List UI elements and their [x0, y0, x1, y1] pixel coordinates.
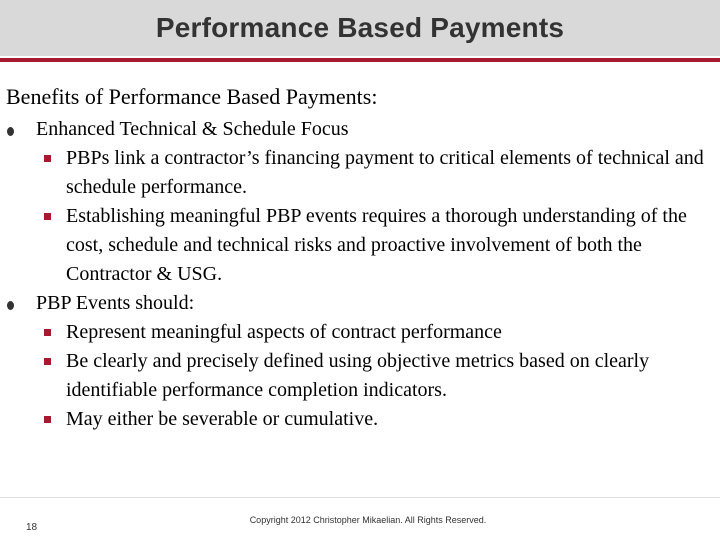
section-heading: Enhanced Technical & Schedule Focus: [36, 118, 349, 140]
slide-title: Performance Based Payments: [155, 12, 565, 43]
title-divider: [0, 58, 720, 62]
square-bullet-icon: [44, 155, 51, 162]
sub-bullet: [6, 318, 712, 347]
round-bullet-icon: [7, 301, 14, 310]
slide-body: [6, 82, 712, 434]
slide-number: 18: [26, 522, 38, 533]
sub-bullet-text: Establishing meaningful PBP events requires a thorough understanding of the cost, schedule and technical risks and proactive involvement of both the Contractor & USG.: [66, 205, 687, 285]
square-bullet-icon: [44, 358, 51, 365]
sub-bullet: [6, 144, 712, 202]
bullet-section-2: [6, 289, 712, 318]
sub-bullet-text: Be clearly and precisely defined using objective metrics based on clearly identifiable performance completion indicators.: [66, 350, 650, 401]
bullet-section-1: [6, 115, 712, 144]
section-heading: PBP Events should:: [36, 292, 195, 314]
sub-bullet-text: May either be severable or cumulative.: [66, 408, 379, 430]
copyright-notice: Copyright 2012 Christopher Mikaelian. All Rights Reserved.: [249, 515, 487, 525]
square-bullet-icon: [44, 416, 51, 423]
round-bullet-icon: [7, 127, 14, 136]
square-bullet-icon: [44, 213, 51, 220]
sub-bullet: [6, 405, 712, 434]
sub-bullet-text: Represent meaningful aspects of contract performance: [66, 321, 502, 343]
sub-bullet: [6, 202, 712, 289]
sub-bullet: [6, 347, 712, 405]
square-bullet-icon: [44, 329, 51, 336]
sub-bullet-text: PBPs link a contractor’s financing payment to critical elements of technical and schedule performance.: [66, 147, 704, 198]
intro-heading: Benefits of Performance Based Payments:: [6, 84, 378, 109]
title-band: [0, 0, 720, 56]
